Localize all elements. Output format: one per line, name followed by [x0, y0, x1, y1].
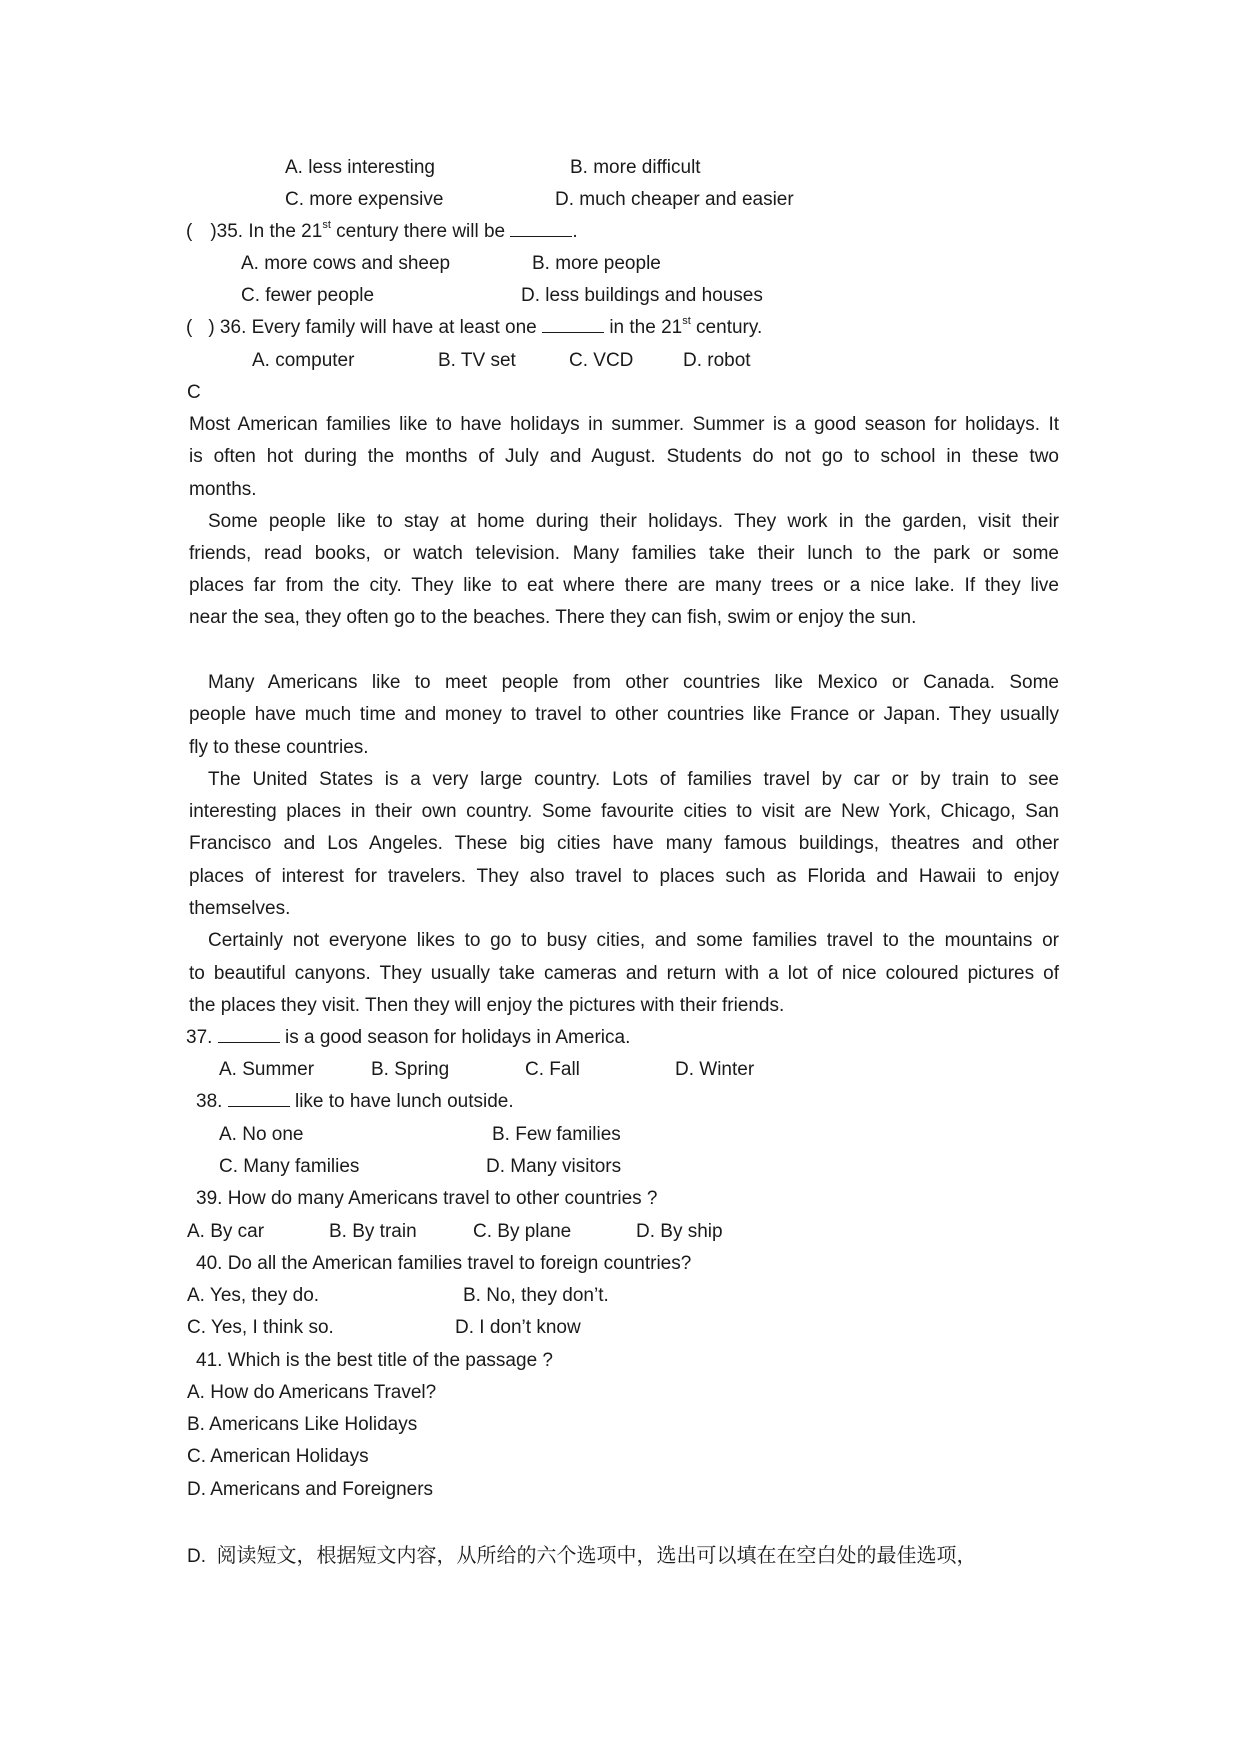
q38-stem: 38. like to have lunch outside. — [196, 1091, 514, 1112]
answer-blank — [218, 1028, 280, 1043]
answer-blank — [542, 318, 604, 333]
passage-line: Francisco and Los Angeles. These big cities have many famous buildings, theatres and other — [189, 833, 1059, 854]
q41-stem: 41. Which is the best title of the passage ? — [196, 1350, 553, 1371]
q37-option-a: A. Summer — [219, 1059, 315, 1080]
q34-option-c: C. more expensive — [285, 189, 444, 210]
q37-option-d: D. Winter — [675, 1059, 755, 1080]
q40-option-d: D. I don’t know — [455, 1317, 581, 1338]
q41-option-b: B. Americans Like Holidays — [187, 1414, 418, 1435]
answer-paren-close: ) — [208, 317, 215, 338]
q36-option-b: B. TV set — [438, 350, 516, 371]
q41-option-a: A. How do Americans Travel? — [187, 1382, 437, 1403]
q39-option-d: D. By ship — [636, 1221, 723, 1242]
answer-paren-open: ( — [186, 317, 193, 338]
passage-line: to beautiful canyons. They usually take cameras and return with a lot of nice coloured pictures of — [189, 963, 1059, 984]
q38-option-c: C. Many families — [219, 1156, 360, 1177]
q41-option-d: D. Americans and Foreigners — [187, 1479, 434, 1500]
passage-line: Some people like to stay at home during their holidays. They work in the garden, visit their — [208, 511, 1059, 532]
q39-option-c: C. By plane — [473, 1221, 572, 1242]
passage-line: Certainly not everyone likes to go to busy cities, and some families travel to the mountains or — [208, 930, 1059, 951]
q34-option-d: D. much cheaper and easier — [555, 189, 794, 210]
passage-line: people have much time and money to travel to other countries like France or Japan. They usually — [189, 704, 1059, 725]
q35-option-a: A. more cows and sheep — [241, 253, 451, 274]
q35-option-d: D. less buildings and houses — [521, 285, 763, 306]
q41-option-c: C. American Holidays — [187, 1446, 369, 1467]
passage-line: places of interest for travelers. They also travel to places such as Florida and Hawaii to enjoy — [189, 866, 1059, 887]
passage-line: is often hot during the months of July and August. Students do not go to school in these two — [189, 446, 1059, 467]
q39-option-b: B. By train — [329, 1221, 417, 1242]
q39-stem: 39. How do many Americans travel to other countries ? — [196, 1188, 658, 1209]
passage-line: Many Americans like to meet people from other countries like Mexico or Canada. Some — [208, 672, 1059, 693]
q36-option-a: A. computer — [252, 350, 355, 371]
passage-line: places far from the city. They like to eat where there are many trees or a nice lake. If they live — [189, 575, 1059, 596]
passage-line: themselves. — [189, 898, 291, 919]
q40-option-c: C. Yes, I think so. — [187, 1317, 334, 1338]
answer-paren-open: ( — [186, 221, 193, 242]
q36-option-d: D. robot — [683, 350, 751, 371]
passage-line: near the sea, they often go to the beaches. There they can fish, swim or enjoy the sun. — [189, 607, 917, 628]
q37-option-b: B. Spring — [371, 1059, 450, 1080]
answer-blank — [510, 222, 572, 237]
q38-option-b: B. Few families — [492, 1124, 621, 1145]
q36-option-c: C. VCD — [569, 350, 634, 371]
q37-option-c: C. Fall — [525, 1059, 580, 1080]
q40-option-a: A. Yes, they do. — [187, 1285, 320, 1306]
passage-line: fly to these countries. — [189, 737, 369, 758]
q35-stem: ( )35. In the 21st century there will be . — [186, 219, 578, 242]
section-d-label: D. — [187, 1546, 206, 1567]
section-d-instruction: 阅读短文，根据短文内容，从所给的六个选项中，选出可以填在在空白处的最佳选项， — [216, 1543, 977, 1567]
q40-stem: 40. Do all the American families travel to foreign countries? — [196, 1253, 692, 1274]
q34-option-a: A. less interesting — [285, 157, 435, 178]
q38-option-a: A. No one — [219, 1124, 304, 1145]
q38-option-d: D. Many visitors — [486, 1156, 622, 1177]
passage-line: Most American families like to have holidays in summer. Summer is a good season for holidays. It — [189, 414, 1059, 435]
q37-stem: 37. is a good season for holidays in America. — [186, 1027, 631, 1048]
q40-option-b: B. No, they don’t. — [463, 1285, 609, 1306]
q34-option-b: B. more difficult — [570, 157, 701, 178]
q36-stem: ( ) 36. Every family will have at least one in the 21st century. — [186, 315, 763, 338]
q39-option-a: A. By car — [187, 1221, 265, 1242]
passage-line: friends, read books, or watch television. Many families take their lunch to the park or some — [189, 543, 1059, 564]
section-c-label: C — [187, 382, 201, 403]
passage-line: months. — [189, 479, 257, 500]
q35-option-b: B. more people — [532, 253, 661, 274]
answer-blank — [228, 1092, 290, 1107]
passage-line: the places they visit. Then they will enjoy the pictures with their friends. — [189, 995, 785, 1016]
passage-line: The United States is a very large country. Lots of families travel by car or by train to see — [208, 769, 1059, 790]
section-d-heading — [187, 1545, 977, 1566]
q35-option-c: C. fewer people — [241, 285, 375, 306]
answer-paren-close: ) — [210, 221, 217, 242]
passage-line: interesting places in their own country. Some favourite cities to visit are New York, Chicago, San — [189, 801, 1059, 822]
